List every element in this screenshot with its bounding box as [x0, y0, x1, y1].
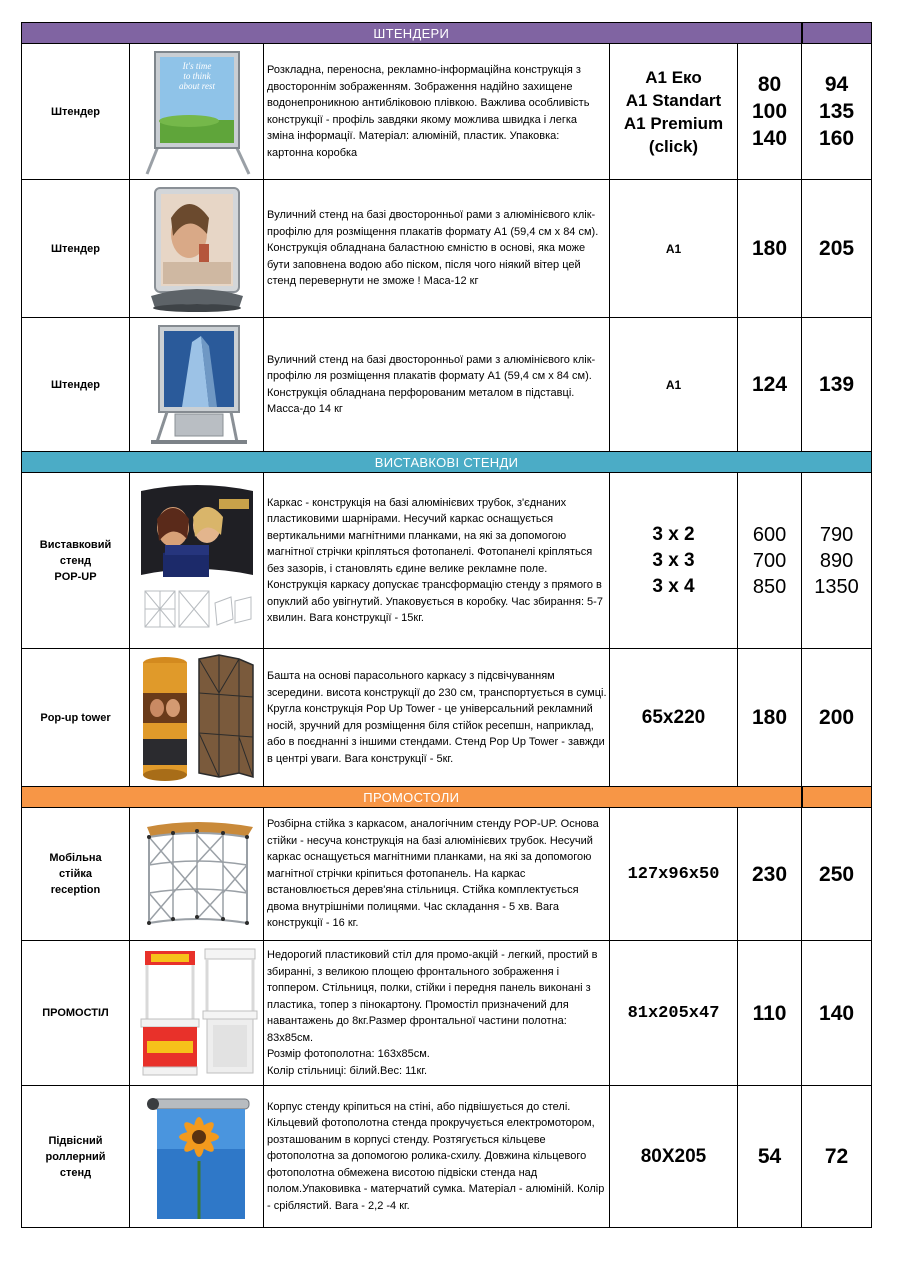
- price-column-2: [802, 1086, 872, 1228]
- price-column-1: [738, 180, 802, 318]
- poster-text: to think: [182, 70, 211, 81]
- price-value: 140: [752, 127, 788, 150]
- product-name: [22, 649, 130, 787]
- table-row: [22, 1086, 872, 1228]
- product-name-line: стенд: [59, 554, 92, 567]
- product-name-line: роллерний: [45, 1150, 106, 1163]
- size-line: 127x96x50: [627, 864, 720, 884]
- section-header-end: [802, 787, 872, 808]
- product-image: [130, 318, 264, 452]
- table-row: [22, 941, 872, 1086]
- product-size: [610, 649, 738, 787]
- product-image: [130, 473, 264, 649]
- price-column-2: [802, 44, 872, 180]
- product-name: [22, 318, 130, 452]
- section-header-shtendery: [22, 23, 872, 44]
- price-list-sheet: [21, 22, 871, 1228]
- product-description: Корпус стенду кріпиться на стіні, або підвішується до стелі. Кільцевий фотополотна стенда прокручується електромотором, розташованим в корпусі стенду. Розтягується кільцеве фотополотна за допомогою ролика-схилу. Довжина кільцевого фотополотна обмежена висотою підвіски стенда над полом.Упаковивка - матерчатий сумка. Матеріал - алюміній. Колір - сріблястий. Вага - 2,2 -4 кг.: [264, 1086, 610, 1228]
- price-value: 100: [752, 100, 788, 123]
- price-value: 230: [752, 862, 788, 886]
- size-line: 3 x 4: [652, 575, 695, 597]
- promo-table-image: [135, 945, 259, 1081]
- product-description: Вуличний стенд на базі двосторонньої рами з алюмінієвого клік-профілю для розміщення плакатів формату А1 (59,4 см х 84 см). Конструкція обладнана баластною ємністю в основі, яка може бути заповнена водою або піском, після чого ніякий вітер цей стенд перевернути не зможе ! Маса-12 кг: [264, 180, 610, 318]
- price-column-1: [738, 44, 802, 180]
- price-value: 205: [819, 237, 855, 260]
- product-name: [22, 1086, 130, 1228]
- product-image: [130, 808, 264, 941]
- product-name: [22, 44, 130, 180]
- product-name-line: Штендер: [50, 242, 101, 255]
- product-name: [22, 941, 130, 1086]
- a-frame-stand-poster-image: [137, 48, 257, 176]
- price-column-2: [802, 473, 872, 649]
- product-image: [130, 649, 264, 787]
- section-header-stands: [22, 452, 872, 473]
- size-line: 65х220: [641, 706, 706, 728]
- product-name: [22, 808, 130, 941]
- price-table: [21, 22, 872, 1228]
- size-line: 3 x 3: [652, 549, 695, 571]
- poster-text: It's time: [182, 60, 211, 71]
- hanging-roller-stand-image: [135, 1091, 259, 1223]
- product-size: [610, 44, 738, 180]
- size-line: 81x205x47: [627, 1003, 720, 1023]
- price-column-2: [802, 318, 872, 452]
- product-name-line: Виставковий: [39, 538, 112, 551]
- price-value: 110: [752, 1001, 787, 1025]
- product-image: [130, 44, 264, 180]
- popup-stand-image: [135, 479, 259, 643]
- price-column-1: [738, 941, 802, 1086]
- price-value: 700: [752, 549, 787, 572]
- price-column-1: [738, 649, 802, 787]
- popup-tower-image: [135, 653, 259, 783]
- price-value: 139: [819, 373, 855, 396]
- street-stand-metal-base-image: [137, 322, 257, 448]
- table-row: [22, 649, 872, 787]
- product-name-line: reception: [50, 884, 101, 896]
- price-value: 94: [824, 73, 849, 96]
- size-line: A1 Premium: [623, 113, 724, 133]
- table-row: [22, 44, 872, 180]
- size-line: А1: [665, 377, 682, 392]
- price-value: 890: [819, 549, 854, 572]
- price-column-2: [802, 649, 872, 787]
- product-description: Вуличний стенд на базі двосторонньої рами з алюмінієвого клік-профілю ля розміщення плакатів формату А1 (59,4 см х 84 см). Конструкція обладнана перфорованим металом в підставці. Масса-до 14 кг: [264, 318, 610, 452]
- product-name: [22, 180, 130, 318]
- product-image: [130, 941, 264, 1086]
- price-value: 160: [819, 127, 855, 150]
- size-line: A1 Standart: [625, 90, 722, 110]
- size-line: А1 Еко: [645, 67, 702, 87]
- table-row: [22, 318, 872, 452]
- size-line: (click): [648, 136, 699, 156]
- price-value: 180: [752, 706, 788, 729]
- price-value: 135: [819, 100, 855, 123]
- price-column-1: [738, 808, 802, 941]
- price-column-1: [738, 318, 802, 452]
- price-value: 250: [819, 862, 855, 886]
- product-name-line: Мобільна: [49, 852, 102, 864]
- product-name-line: POP-UP: [54, 570, 97, 583]
- poster-text: about rest: [178, 80, 215, 91]
- price-value: 72: [824, 1145, 849, 1168]
- size-line: 80X205: [640, 1145, 707, 1167]
- price-value: 54: [757, 1145, 782, 1168]
- section-header-end: [802, 23, 872, 44]
- price-value: 180: [752, 237, 788, 260]
- price-value: 80: [757, 73, 782, 96]
- price-value: 1350: [814, 575, 859, 598]
- price-column-1: [738, 1086, 802, 1228]
- product-description: Башта на основі парасольного каркасу з підсвічуванням зсередини. висота конструкції до 230 см, транспортується в сумці. Кругла конструкція Pop Up Tower - це універсальний рекламний носій, зручний для розміщення біля стійок ресепшн, наприклад, або в поєднанні з іншими стендами. Стенд Pop Up Tower - завжди в центрі уваги. Вага конструкції - 5кг.: [264, 649, 610, 787]
- section-title: ШТЕНДЕРИ: [22, 23, 802, 44]
- price-column-2: [802, 941, 872, 1086]
- product-name-line: стійка: [59, 868, 92, 880]
- price-value: 850: [752, 575, 787, 598]
- product-name-line: Pop-up tower: [40, 711, 111, 724]
- product-name-line: Штендер: [50, 105, 101, 118]
- product-size: [610, 180, 738, 318]
- product-name: [22, 473, 130, 649]
- product-size: [610, 808, 738, 941]
- price-value: 600: [752, 523, 787, 546]
- price-column-1: [738, 473, 802, 649]
- price-value: 790: [819, 523, 854, 546]
- product-size: [610, 473, 738, 649]
- size-line: А1: [665, 241, 682, 256]
- product-name-line: Штендер: [50, 378, 101, 391]
- price-value: 200: [819, 706, 855, 729]
- price-value: 140: [819, 1001, 855, 1025]
- product-size: [610, 941, 738, 1086]
- product-name-line: стенд: [59, 1166, 92, 1179]
- product-description: Недорогий пластиковий стіл для промо-акцій - легкий, простий в збиранні, з великою площею фронтального зображення і топпером. Стільниця, полки, стійки і передня панель виконані з пластика, топер з пінокартону. Промостіл призначений для навантажень до 8кг.Размер фронтальної частини полотна: 83х85см. Розмір фотополотна: 163х85см. Колір стільниці: білий.Вес: 11кг.: [264, 941, 610, 1086]
- product-description: Розкладна, переносна, рекламно-інформаційна конструкція з двостороннім зображенням. Зображення надійно захищене водонепроникною антибліковою плівкою. Важлива особливість конструкції - профіль завдяки якому можлива швидка і легка зміна інформації. Матеріал: алюміній, пластик. Упаковка: картонна коробка: [264, 44, 610, 180]
- product-size: [610, 318, 738, 452]
- price-column-2: [802, 180, 872, 318]
- product-image: [130, 180, 264, 318]
- section-title: ВИСТАВКОВІ СТЕНДИ: [22, 452, 872, 473]
- table-row: [22, 180, 872, 318]
- product-name-line: ПРОМОСТІЛ: [42, 1007, 109, 1019]
- product-name-line: Підвісний: [48, 1134, 103, 1147]
- section-title: ПРОМОСТОЛИ: [22, 787, 802, 808]
- street-stand-water-base-image: [137, 184, 257, 314]
- section-header-promo: [22, 787, 872, 808]
- size-line: 3 x 2: [652, 523, 695, 545]
- table-row: [22, 808, 872, 941]
- product-size: [610, 1086, 738, 1228]
- product-description: Каркас - конструкція на базі алюмінієвих трубок, з'єднаних пластиковими шарнірами. Несучий каркас оснащується вертикальними магнітними планками, на які за допомогою магнітної стрічки кріпляться фотопанелі. Фотопанелі кріпляться без зазорів, і становлять єдине велике рекламне поле. Конструкція каркасу допускає трансформацію стенду з прямого в опуклий або увігнутий. Упаковується в коробку. Час збирання: 5-7 хвилин. Вага конструкції - 15кг.: [264, 473, 610, 649]
- product-description: Розбірна стійка з каркасом, аналогічним стенду POP-UP. Основа стійки - несуча конструкція на базі алюмінієвих трубок. Несучий каркас оснащується магнітними планками, на які за допомогою магнітної стрічки кріпиться фотопанель. На каркас встановлюється дерев'яна стільниця. Стійка комплектується двома внутрішніми полицями. Час складання - 5 хв. Вага конструкції - 16 кг.: [264, 808, 610, 941]
- price-column-2: [802, 808, 872, 941]
- reception-counter-image: [135, 813, 259, 935]
- price-value: 124: [752, 373, 788, 396]
- table-row: [22, 473, 872, 649]
- product-image: [130, 1086, 264, 1228]
